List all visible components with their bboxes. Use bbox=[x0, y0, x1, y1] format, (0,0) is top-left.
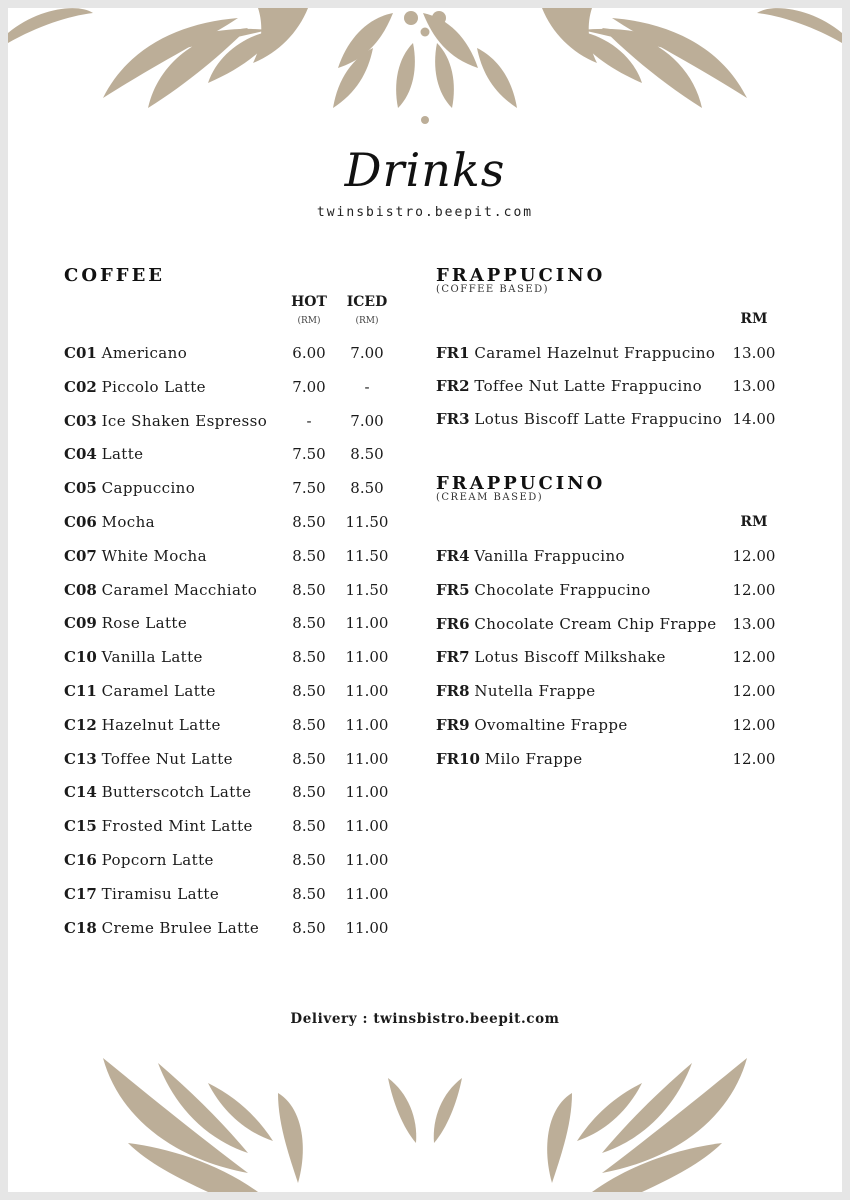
item-name: Vanilla Frappucino bbox=[474, 547, 625, 565]
item-name: Frosted Mint Latte bbox=[101, 817, 253, 836]
item-code: C16 bbox=[64, 851, 97, 869]
hot-price: 7.50 bbox=[292, 479, 326, 498]
item-name: Chocolate Frappucino bbox=[474, 580, 651, 599]
hot-price: 8.50 bbox=[292, 682, 326, 700]
item-name: Vanilla Latte bbox=[101, 648, 203, 667]
item-name: Lotus Biscoff Latte Frappucino bbox=[474, 410, 723, 428]
iced-price: 11.00 bbox=[345, 918, 389, 937]
frappucino-coffee-subheading: (COFFEE BASED) bbox=[436, 284, 550, 295]
bottom-leaf-ornament bbox=[8, 1053, 842, 1192]
iced-price: 11.50 bbox=[345, 513, 389, 531]
item-code: C09 bbox=[64, 614, 97, 633]
iced-price: 11.00 bbox=[345, 817, 389, 836]
item-code: FR9 bbox=[436, 716, 470, 734]
iced-price: 11.50 bbox=[345, 546, 389, 565]
menu-item-fr7 bbox=[436, 645, 842, 669]
item-code: C04 bbox=[64, 445, 97, 464]
menu-item-c18 bbox=[64, 916, 824, 940]
item-code: FR7 bbox=[436, 648, 470, 667]
item-name: Hazelnut Latte bbox=[101, 715, 221, 734]
hot-price: - bbox=[306, 411, 312, 430]
item-name: Creme Brulee Latte bbox=[101, 918, 260, 937]
iced-price: 11.00 bbox=[345, 648, 389, 667]
item-code: C18 bbox=[64, 918, 97, 937]
item-name: Lotus Biscoff Milkshake bbox=[474, 648, 666, 667]
item-name: Nutella Frappe bbox=[474, 682, 596, 701]
hot-unit-label: (RM) bbox=[297, 316, 321, 326]
frappucino-cream-subheading: (CREAM BASED) bbox=[436, 492, 544, 503]
item-name: Popcorn Latte bbox=[101, 851, 214, 869]
item-price: 12.00 bbox=[732, 682, 776, 701]
menu-item-fr6 bbox=[436, 612, 842, 636]
hot-price: 8.50 bbox=[292, 918, 326, 937]
item-name: Latte bbox=[101, 445, 144, 464]
iced-price: - bbox=[364, 377, 370, 396]
hot-price: 8.50 bbox=[292, 715, 326, 734]
item-code: C14 bbox=[64, 783, 97, 802]
menu-item-fr9 bbox=[436, 713, 842, 737]
item-code: C11 bbox=[64, 682, 97, 700]
item-name: Caramel Macchiato bbox=[101, 580, 258, 599]
menu-item-c15 bbox=[64, 814, 824, 838]
item-code: FR1 bbox=[436, 344, 470, 362]
item-code: C07 bbox=[64, 546, 97, 565]
hot-price: 8.50 bbox=[292, 614, 326, 633]
menu-item-fr2 bbox=[436, 374, 842, 398]
item-name: Milo Frappe bbox=[484, 749, 583, 768]
frappucino-cream-heading: FRAPPUCINO bbox=[436, 473, 606, 494]
item-name: Chocolate Cream Chip Frappe bbox=[474, 614, 717, 633]
iced-price: 8.50 bbox=[350, 479, 384, 498]
item-name: Butterscotch Latte bbox=[101, 783, 252, 802]
menu-item-c14 bbox=[64, 780, 824, 804]
iced-price: 11.00 bbox=[345, 884, 389, 903]
item-name: Ice Shaken Espresso bbox=[101, 411, 268, 430]
item-name: Tiramisu Latte bbox=[101, 884, 220, 903]
item-price: 12.00 bbox=[732, 648, 776, 667]
hot-price: 8.50 bbox=[292, 884, 326, 903]
item-price: 12.00 bbox=[732, 547, 776, 565]
item-code: C15 bbox=[64, 817, 97, 836]
item-price: 13.00 bbox=[732, 377, 776, 395]
item-name: Mocha bbox=[101, 513, 155, 531]
item-name: White Mocha bbox=[101, 546, 207, 565]
item-code: C12 bbox=[64, 715, 97, 734]
menu-page bbox=[8, 8, 842, 1192]
item-name: Piccolo Latte bbox=[101, 377, 206, 396]
menu-item-fr10 bbox=[436, 747, 842, 771]
item-name: Rose Latte bbox=[101, 614, 188, 633]
item-code: FR2 bbox=[436, 377, 470, 395]
item-code: C02 bbox=[64, 377, 97, 396]
item-code: C01 bbox=[64, 344, 97, 362]
item-price: 13.00 bbox=[732, 614, 776, 633]
item-price: 14.00 bbox=[732, 410, 776, 428]
item-name: Cappuccino bbox=[101, 479, 196, 498]
coffee-heading: COFFEE bbox=[64, 265, 166, 286]
item-code: FR3 bbox=[436, 410, 470, 428]
hot-price: 8.50 bbox=[292, 648, 326, 667]
item-name: Toffee Nut Latte Frappucino bbox=[474, 377, 703, 395]
item-code: C10 bbox=[64, 648, 97, 667]
menu-item-fr5 bbox=[436, 578, 842, 602]
top-leaf-ornament bbox=[8, 8, 842, 138]
iced-price: 7.00 bbox=[350, 344, 384, 362]
iced-price: 7.00 bbox=[350, 411, 384, 430]
menu-item-fr1 bbox=[436, 341, 842, 365]
menu-item-c06 bbox=[64, 510, 824, 534]
menu-item-c04 bbox=[64, 442, 824, 466]
item-code: FR4 bbox=[436, 547, 470, 565]
iced-price: 11.00 bbox=[345, 715, 389, 734]
item-price: 12.00 bbox=[732, 716, 776, 734]
iced-price: 11.00 bbox=[345, 783, 389, 802]
item-name: Ovomaltine Frappe bbox=[474, 716, 628, 734]
item-code: C08 bbox=[64, 580, 97, 599]
menu-item-c16 bbox=[64, 848, 824, 872]
item-price: 12.00 bbox=[732, 749, 776, 768]
iced-price: 11.00 bbox=[345, 682, 389, 700]
hot-price: 8.50 bbox=[292, 817, 326, 836]
iced-price: 11.00 bbox=[345, 851, 389, 869]
frappucino-cream-price-header: RM bbox=[740, 514, 768, 530]
hot-price: 7.00 bbox=[292, 377, 326, 396]
item-price: 13.00 bbox=[732, 344, 776, 362]
item-name: Caramel Hazelnut Frappucino bbox=[474, 344, 716, 362]
item-code: C05 bbox=[64, 479, 97, 498]
frappucino-coffee-heading: FRAPPUCINO bbox=[436, 265, 606, 286]
item-code: FR8 bbox=[436, 682, 470, 701]
item-name: Americano bbox=[101, 344, 188, 362]
item-code: C13 bbox=[64, 749, 97, 768]
hot-price: 8.50 bbox=[292, 749, 326, 768]
item-name: Toffee Nut Latte bbox=[101, 749, 233, 768]
hot-price: 8.50 bbox=[292, 580, 326, 599]
item-name: Caramel Latte bbox=[101, 682, 216, 700]
menu-item-fr3 bbox=[436, 407, 842, 431]
menu-item-fr8 bbox=[436, 679, 842, 703]
delivery-footer: Delivery : twinsbistro.beepit.com bbox=[290, 1011, 560, 1027]
hot-price: 8.50 bbox=[292, 546, 326, 565]
iced-column-header: ICED bbox=[346, 294, 388, 310]
hot-price: 7.50 bbox=[292, 445, 326, 464]
iced-price: 8.50 bbox=[350, 445, 384, 464]
hot-price: 8.50 bbox=[292, 851, 326, 869]
item-code: FR6 bbox=[436, 614, 470, 633]
hot-price: 8.50 bbox=[292, 783, 326, 802]
iced-unit-label: (RM) bbox=[355, 316, 379, 326]
menu-item-fr4 bbox=[436, 544, 842, 568]
iced-price: 11.00 bbox=[345, 614, 389, 633]
menu-item-c17 bbox=[64, 882, 824, 906]
item-code: FR10 bbox=[436, 749, 480, 768]
item-code: C03 bbox=[64, 411, 97, 430]
item-code: FR5 bbox=[436, 580, 470, 599]
item-price: 12.00 bbox=[732, 580, 776, 599]
hot-price: 8.50 bbox=[292, 513, 326, 531]
item-code: C17 bbox=[64, 884, 97, 903]
page-title: Drinks bbox=[344, 143, 506, 197]
iced-price: 11.50 bbox=[345, 580, 389, 599]
hot-price: 6.00 bbox=[292, 344, 326, 362]
iced-price: 11.00 bbox=[345, 749, 389, 768]
hot-column-header: HOT bbox=[291, 294, 327, 310]
item-code: C06 bbox=[64, 513, 97, 531]
frappucino-coffee-price-header: RM bbox=[740, 311, 768, 327]
website-url: twinsbistro.beepit.com bbox=[316, 205, 534, 220]
